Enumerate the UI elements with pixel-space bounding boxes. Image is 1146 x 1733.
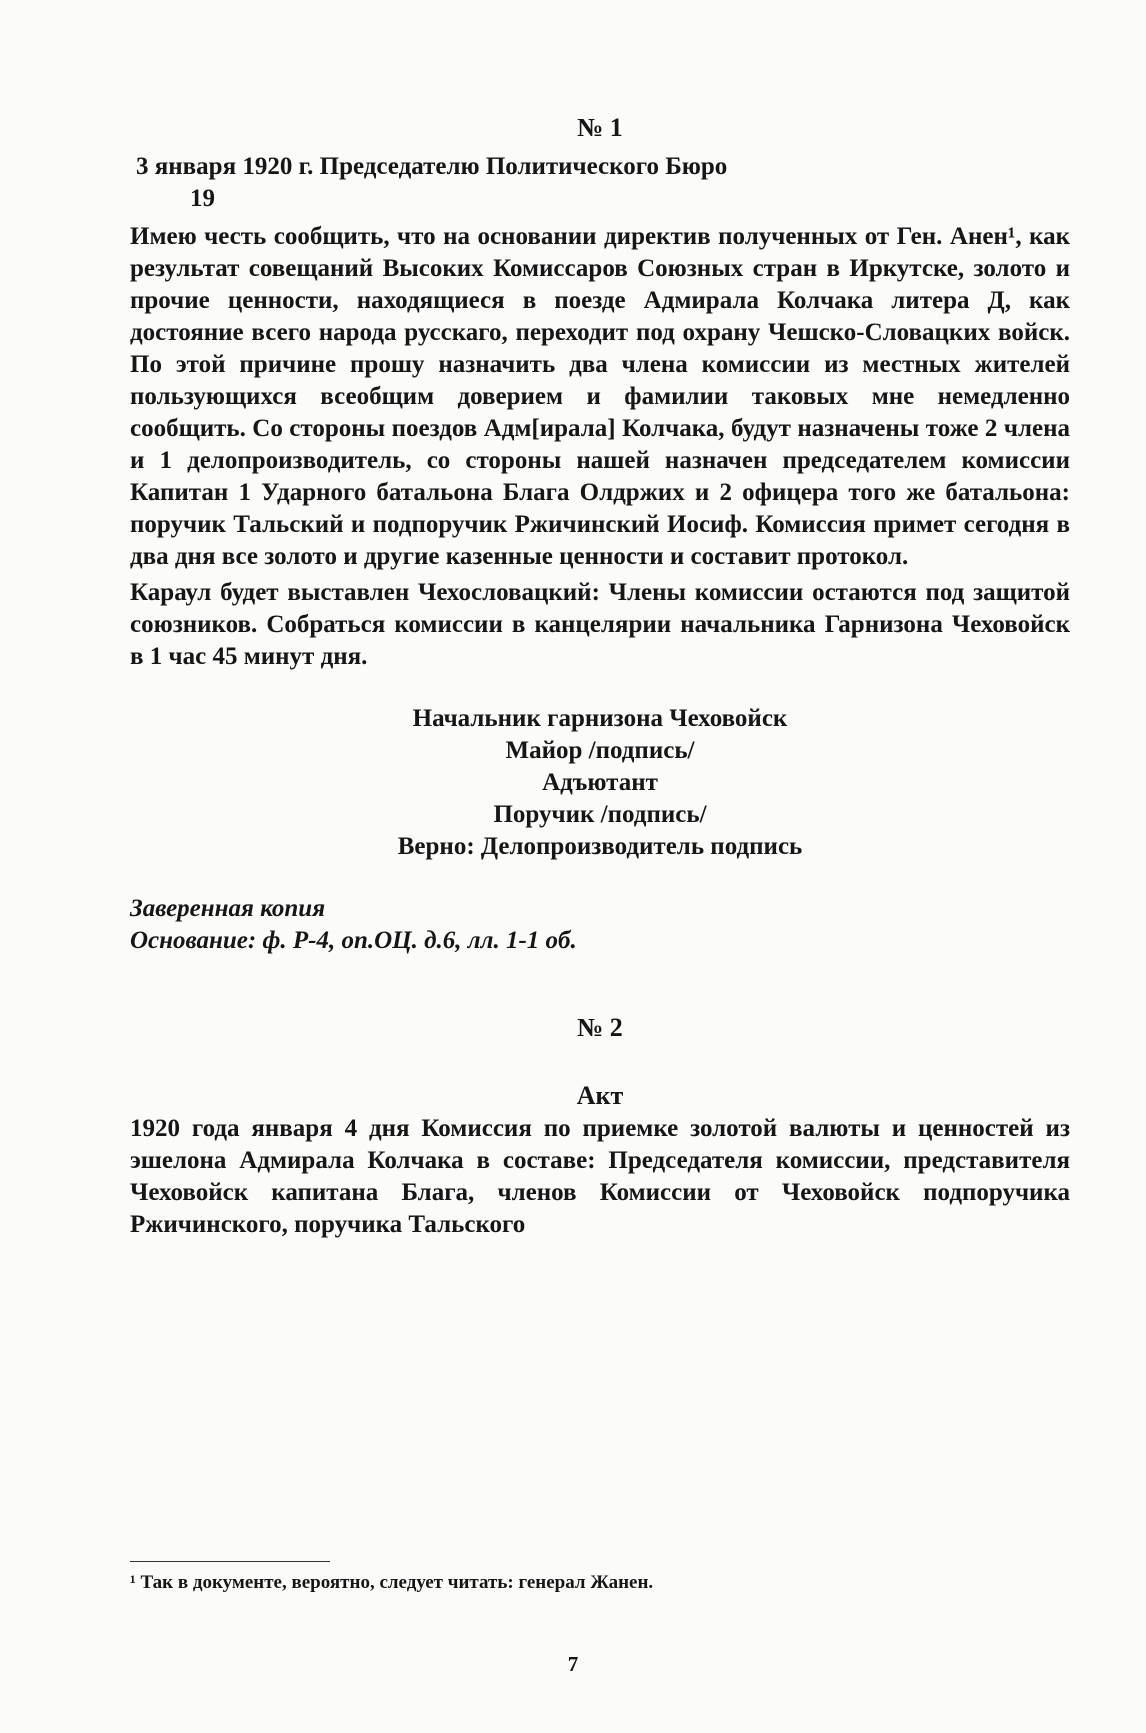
doc1-paragraph-2: Караул будет выставлен Чехословацкий: Члены комиссии остаются под защитой союзников. Собраться комиссии в канцелярии начальника Гарнизона Чеховойск в 1 час 45 минут дня.: [130, 579, 1070, 670]
doc1-heading: 3 января 1920 г. Председателю Политического Бюро: [136, 153, 728, 180]
doc2-number: № 2: [577, 1013, 623, 1042]
doc1-number: № 1: [577, 113, 623, 142]
doc1-signature-adjutant: Адъютант: [542, 769, 658, 796]
doc1-signature-chief: Начальник гарнизона Чеховойск: [412, 705, 788, 732]
doc1-heading-number: 19: [190, 185, 215, 212]
footnote: ¹ Так в документе, вероятно, следует читать: генерал Жанен.: [130, 1572, 654, 1593]
doc1-signature-clerk: Верно: Делопроизводитель подпись: [397, 833, 803, 860]
page-number: 7: [567, 1652, 579, 1676]
doc1-signature-major: Майор /подпись/: [505, 737, 695, 764]
doc1-signature-lieutenant: Поручик /подпись/: [493, 801, 707, 828]
footnote-rule: [130, 1561, 330, 1562]
document-page: [130, 105, 1070, 1241]
doc1-certified-copy: Заверенная копия: [130, 895, 326, 922]
doc1-basis: Основание: ф. Р-4, оп.ОЦ. д.6, лл. 1-1 об.: [130, 927, 577, 954]
doc1-paragraph-1: Имею честь сообщить, что на основании директив полученных от Ген. Анен¹, как результат совещаний Высоких Комиссаров Союзных стран в Иркутске, золото и прочие ценности, находящиеся в поезде Адмирала Колчака литера Д, как достояние всего народа русскаго, переходит под охрану Чешско-Словацких войск. По этой причине прошу назначить два члена комиссии из местных жителей пользующихся всеобщим доверием и фамилии таковых мне немедленно сообщить. Со стороны поездов Адм[ирала] Колчака, будут назначены тоже 2 члена и 1 делопроизводитель, со стороны нашей назначен председателем комиссии Капитан 1 Ударного батальона Блага Олдржих и 2 офицера того же батальона: поручик Тальский и подпоручик Ржичинский Иосиф. Комиссия примет сегодня в два дня все золото и другие казенные ценности и составит протокол.: [130, 223, 1070, 570]
doc2-title: Акт: [576, 1081, 624, 1110]
doc2-paragraph-1: 1920 года января 4 дня Комиссия по приемке золотой валюты и ценностей из эшелона Адмирала Колчака в составе: Председателя комиссии, представителя Чеховойск капитана Блага, членов Комиссии от Чеховойск подпоручика Ржичинского, поручика Тальского: [130, 1115, 1070, 1238]
